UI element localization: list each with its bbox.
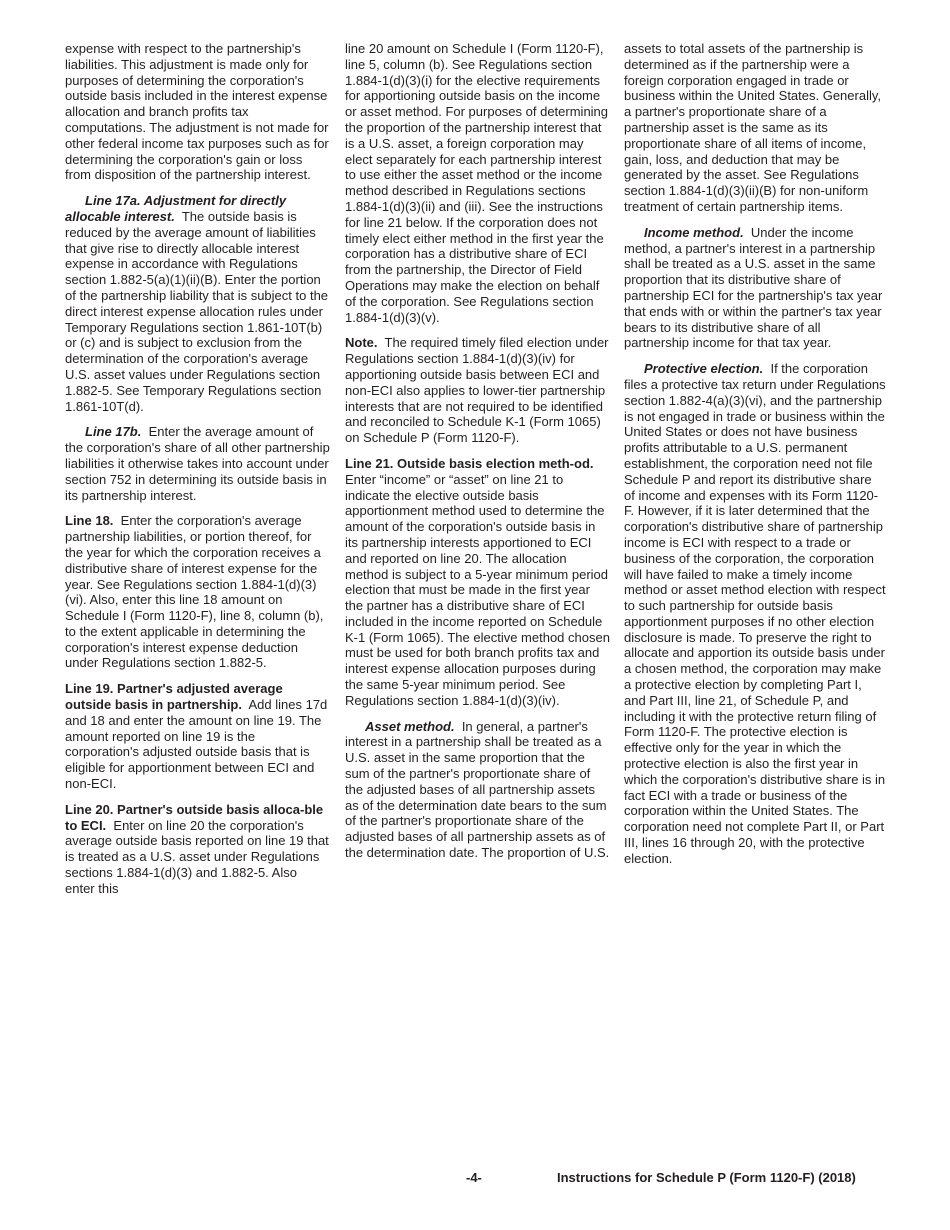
paragraph-income-method <box>624 225 886 351</box>
paragraph-protective-election <box>624 361 886 867</box>
paragraph-line-18 <box>65 513 330 671</box>
heading-line-18: Line 18. <box>65 513 114 529</box>
body-protective-election: If the corporation files a protective tax return under Regulations section 1.882-4(a)(3)(vi), and the partnership is not engaged in trade or business within the United States or does not have business profits attributable to a U.S. permanent establishment, the corporation need not file Schedule P and report its distributive share of income and expenses with its Form 1120-F. However, if it is later determined that the corporation's distributive share of partnership income is ECI with respect to a trade or business of the corporation, the corporation will have failed to make a timely income method or asset method election with respect to such partnership for outside basis apportionment purposes if no other election disclosure is made. To preserve the right to allocate and apportion its outside basis under a chosen method, the corporation may make a protective election by completing Part I, and Part III, line 21, of Schedule P, and including it with the protective return filing of Form 1120-F. The protective election is effective only for the year in which the protective election is also the first year in which the corporation's distributive share is in fact ECI with a trade or business of the corporation within the United States. The corporation need not complete Part II, or Part III, lines 16 through 20, with the protective election. <box>624 361 886 866</box>
column-left <box>65 41 330 907</box>
paragraph-line-17a <box>65 193 330 414</box>
paragraph-line-21 <box>345 456 610 709</box>
paragraph-asset-method <box>345 719 610 861</box>
paragraph-line-19 <box>65 681 330 792</box>
column-middle <box>345 41 610 871</box>
body-income-method: Under the income method, a partner's interest in a partnership shall be treated as a U.S. asset in the same proportion that its distributive share of partnership ECI for the partnership's tax year that ends with or within the partner's tax year bears to its distributive share of all partnership income for that tax year. <box>624 224 883 351</box>
paragraph-continued: expense with respect to the partnership's liabilities. This adjustment is made only for purposes of determining the corporation's outside basis included in the interest expense allocation and branch profits tax computations. The adjustment is not made for other federal income tax purposes such as for determining the corporation's gain or loss from disposition of the partnership interest. <box>65 41 329 183</box>
paragraph-line-20-continued: line 20 amount on Schedule I (Form 1120-F), line 5, column (b). See Regulations section 1.884-1(d)(3)(i) for the elective requirements for apportioning outside basis on the income or asset method. For purposes of determining the proportion of the partnership interest that is a U.S. asset, a foreign corporation may elect separately for each partnership interest to use either the asset method or the income method described in Regulations sections 1.884-1(d)(3)(ii) and (iii). See the instructions for line 21 below. If the corporation does not timely elect either method in the first year the corporation has a distributive share of ECI from the partnership, the Director of Field Operations may make the election on behalf of the corporation. See Regulations section 1.884-1(d)(3)(v). <box>345 41 609 325</box>
paragraph-note <box>345 335 610 446</box>
column-right <box>624 41 886 877</box>
heading-line-20: Line 20. Partner's outside basis alloca-ble to ECI. <box>65 801 324 833</box>
heading-line-21: Line 21. Outside basis election meth-od. <box>345 455 594 471</box>
paragraph-line-17b <box>65 424 330 503</box>
paragraph-line-20 <box>65 802 330 897</box>
heading-line-19: Line 19. Partner's adjusted average outside basis in partnership. <box>65 681 283 713</box>
heading-protective-election: Protective election. <box>644 361 764 377</box>
body-line-18: Enter the corporation's average partnership liabilities, or portion thereof, for the year for which the corporation receives a distributive share of interest expense for the year. See Regulations section 1.884-1(d)(3)(vi). Also, enter this line 18 amount on Schedule I (Form 1120-F), line 8, column (b), to the extent applicable in determining the corporation's interest expense deduction under Regulations section 1.882-5. <box>65 513 324 671</box>
paragraph-asset-method-continued: assets to total assets of the partnership is determined as if the partnership were a foreign corporation engaged in trade or business within the United States. Generally, a partner's proportionate share of a partnership asset is the same as its proportionate share of all items of income, gain, loss, and deduction that may be generated by the asset. See Regulations section 1.884-1(d)(3)(ii)(B) for non-uniform treatment of certain partnership items. <box>624 41 882 214</box>
heading-line-17a: Line 17a. Adjustment for directly allocable interest. <box>65 193 287 224</box>
heading-line-17b: Line 17b. <box>85 424 142 440</box>
body-asset-method: In general, a partner's interest in a partnership shall be treated as a U.S. asset in the same proportion that the sum of the partner's proportionate share of the adjusted bases of all partnership assets as of the determination date bears to the sum of the partner's proportionate share of the adjusted bases of all partnership assets as of the determination date. The proportion of U.S. <box>345 718 610 861</box>
body-line-19: Add lines 17d and 18 and enter the amount on line 19. The amount reported on line 19 is the corporation's adjusted outside basis that is eligible for apportionment between ECI and non-ECI. <box>65 697 328 792</box>
body-line-17a: The outside basis is reduced by the average amount of liabilities that give rise to directly allocable interest expense in accordance with Regulations section 1.882-5(a)(1)(ii)(B). Enter the portion of the partnership liability that is subject to the direct interest expense allocation rules under Temporary Regulations section 1.861-10T(b) or (c) and is subject to exclusion from the determination of the corporation's average U.S. asset values under Regulations section 1.882-5. See Temporary Regulations section 1.861-10T(d). <box>65 208 329 414</box>
body-line-21: Enter “income” or “asset” on line 21 to indicate the elective outside basis apportionment method used to determine the amount of the corporation's outside basis in its partnership interests apportioned to ECI and reported on line 20. The allocation method is subject to a 5-year minimum period election that must be made in the first year the partner has a distributive share of ECI included in the income reported on Schedule K-1 (Form 1065). The elective method chosen must be used for both branch profits tax and interest expense allocation purposes during the same 5-year minimum period. See Regulations section 1.884-1(d)(3)(iv). <box>345 471 610 708</box>
body-line-20: Enter on line 20 the corporation's average outside basis reported on line 19 that is treated as a U.S. asset under Regulations sections 1.884-1(d)(3) and 1.882-5. Also enter this <box>65 817 329 896</box>
footer-title: Instructions for Schedule P (Form 1120-F) (2018) <box>557 1170 856 1185</box>
body-line-17b: Enter the average amount of the corporation's share of all other partnership liabilities it otherwise takes into account under section 752 in determining its outside basis in its partnership interest. <box>65 424 330 503</box>
body-note: The required timely filed election under Regulations section 1.884-1(d)(3)(iv) for apportioning outside basis between ECI and non-ECI also applies to lower-tier partnership interests that are not required to be identified and reconciled to Schedule K-1 (Form 1065) on Schedule P (Form 1120-F). <box>345 335 609 446</box>
heading-income-method: Income method. <box>644 224 744 240</box>
heading-asset-method: Asset method. <box>365 718 455 734</box>
page-number: -4- <box>466 1170 482 1185</box>
heading-note: Note. <box>345 335 378 351</box>
